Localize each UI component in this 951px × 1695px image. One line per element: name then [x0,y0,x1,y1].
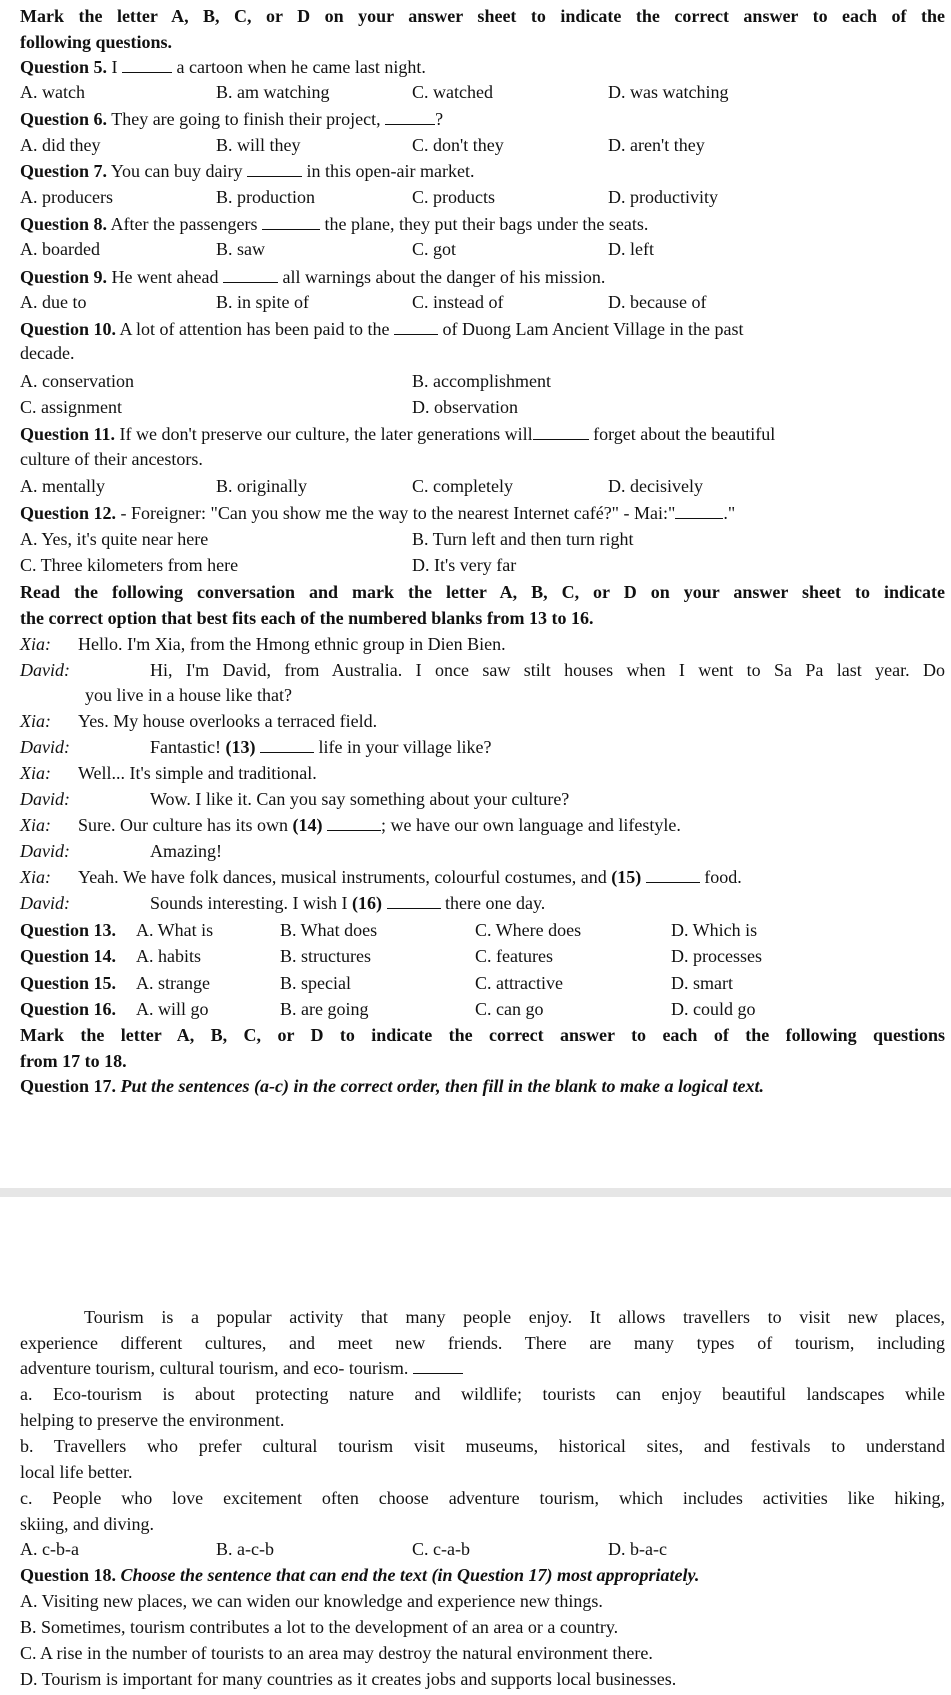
question-9-options [20,291,945,313]
instruction-1-line-2: following questions. [20,32,173,52]
option-d[interactable]: D. productivity [608,187,718,207]
answer-blank[interactable] [247,160,302,177]
option-b[interactable]: B. originally [216,476,307,496]
instruction-3-line-1: Mark the letter A, B, C, or D to indicate the correct answer to each of the following questions [20,1025,945,1045]
answer-blank[interactable] [394,318,438,335]
answer-blank[interactable] [385,108,435,125]
question-10-options-row-2 [20,396,945,418]
dialogue-line: Xia: Sure. Our culture has its own (14) ; we have our own language and lifestyle. [20,815,681,835]
blank-number: (13) [225,737,256,757]
question-12-options-row-1 [20,528,945,550]
question-11-options [20,475,945,497]
question-number: Question 9. [20,267,108,287]
instruction-2-line-2: the correct option that best fits each of the numbered blanks from 13 to 16. [20,608,594,628]
passage-line: experience different cultures, and meet new friends. There are many types of tourism, including [20,1333,945,1353]
question-9-stem: Question 9. He went ahead all warnings about the danger of his mission. [20,267,606,287]
question-5-stem: Question 5. I a cartoon when he came last night. [20,57,426,77]
question-8-stem: Question 8. After the passengers the plane, they put their bags under the seats. [20,214,649,234]
question-number: Question 7. [20,161,108,181]
option-a[interactable]: A. boarded [20,239,100,259]
option-d[interactable]: D. smart [671,973,733,993]
speaker-label: David: [20,737,70,757]
question-10-stem: Question 10. A lot of attention has been paid to the of Duong Lam Ancient Village in the past [20,319,744,339]
option-b[interactable]: B. a-c-b [216,1539,274,1559]
answer-blank[interactable] [675,502,723,519]
speaker-label: Xia: [20,763,51,783]
option-d[interactable]: D. It's very far [412,555,517,575]
option-c[interactable]: C. completely [412,476,513,496]
passage-line: Tourism is a popular activity that many people enjoy. It allows travellers to visit new places, [84,1307,945,1327]
question-number: Question 8. [20,214,108,234]
option-b[interactable]: B. Turn left and then turn right [412,529,634,549]
option-b[interactable]: B. Sometimes, tourism contributes a lot to the development of an area or a country. [20,1617,619,1637]
question-15-row [20,972,945,994]
option-a[interactable]: A. will go [136,999,209,1019]
option-b[interactable]: B. are going [280,999,369,1019]
question-number: Question 17. [20,1076,117,1096]
answer-blank[interactable] [223,266,278,283]
speaker-label: David: [20,789,70,809]
option-d[interactable]: D. aren't they [608,135,705,155]
question-16-row [20,998,945,1020]
option-a[interactable]: A. habits [136,946,201,966]
sentence-c-line-2: skiing, and diving. [20,1514,154,1534]
option-a[interactable]: A. conservation [20,371,134,391]
question-number: Question 6. [20,109,108,129]
option-a[interactable]: A. c-b-a [20,1539,79,1559]
option-c[interactable]: C. can go [475,999,544,1019]
dialogue-line: Xia: Yeah. We have folk dances, musical instruments, colourful costumes, and (15) food. [20,867,742,887]
question-7-options [20,186,945,208]
dialogue-line: David: Sounds interesting. I wish I (16) there one day. [20,893,546,913]
option-b[interactable]: B. saw [216,239,265,259]
question-10-options-row-1 [20,370,945,392]
sentence-b-line-2: local life better. [20,1462,133,1482]
option-d[interactable]: D. b-a-c [608,1539,667,1559]
page-break-band [0,1188,951,1197]
speaker-label: David: [20,841,70,861]
question-12-options-row-2 [20,554,945,576]
answer-blank[interactable] [122,56,172,73]
option-d[interactable]: D. could go [671,999,756,1019]
option-c[interactable]: C. got [412,239,457,259]
question-5-options [20,81,945,103]
answer-blank[interactable] [327,814,381,831]
dialogue-line: David: Amazing! [20,841,222,861]
option-a[interactable]: A. due to [20,292,87,312]
option-b[interactable]: B. in spite of [216,292,309,312]
clipped-previous-line [20,0,950,2]
option-d[interactable]: D. left [608,239,654,259]
sentence-c-line-1: c. People who love excitement often choose adventure tourism, which includes activities like hiking, [20,1488,945,1508]
option-c[interactable]: C. attractive [475,973,563,993]
option-d[interactable]: D. Which is [671,920,758,940]
answer-blank[interactable] [646,866,700,883]
option-d[interactable]: D. observation [412,397,518,417]
option-c[interactable]: C. assignment [20,397,122,417]
speaker-label: Xia: [20,867,51,887]
option-b[interactable]: B. am watching [216,82,330,102]
question-number: Question 18. [20,1565,117,1585]
question-6-options [20,134,945,156]
option-c[interactable]: C. don't they [412,135,504,155]
option-d[interactable]: D. processes [671,946,762,966]
dialogue-line: Xia: Hello. I'm Xia, from the Hmong ethnic group in Dien Bien. [20,634,506,654]
speaker-label: Xia: [20,815,51,835]
option-a[interactable]: A. producers [20,187,113,207]
option-a[interactable]: A. watch [20,82,85,102]
answer-blank[interactable] [262,213,320,230]
option-a[interactable]: A. What is [136,920,214,940]
option-a[interactable]: A. mentally [20,476,105,496]
option-b[interactable]: B. accomplishment [412,371,551,391]
option-b[interactable]: B. production [216,187,315,207]
speaker-label: David: [20,660,70,680]
question-number: Question 16. [20,999,117,1019]
option-d[interactable]: D. decisively [608,476,703,496]
question-number: Question 15. [20,973,117,993]
option-a[interactable]: A. Yes, it's quite near here [20,529,209,549]
speaker-label: David: [20,893,70,913]
option-d[interactable]: D. Tourism is important for many countries as it creates jobs and supports local businesses. [20,1669,677,1689]
option-b[interactable]: B. structures [280,946,371,966]
option-d[interactable]: D. because of [608,292,707,312]
answer-blank[interactable] [387,892,441,909]
sentence-b-line-1: b. Travellers who prefer cultural tourism visit museums, historical sites, and festivals to understand [20,1436,945,1456]
option-c[interactable]: C. A rise in the number of tourists to an area may destroy the natural environment there. [20,1643,653,1663]
question-10-stem-cont: decade. [20,343,75,363]
dialogue-line: David: Fantastic! (13) life in your village like? [20,737,492,757]
dialogue-line: Xia: Well... It's simple and traditional. [20,763,317,783]
question-number: Question 14. [20,946,117,966]
option-a[interactable]: A. strange [136,973,210,993]
option-c[interactable]: C. watched [412,82,493,102]
answer-blank[interactable] [260,736,314,753]
question-17-options [20,1538,945,1560]
question-17-prompt: Question 17. Put the sentences (a-c) in the correct order, then fill in the blank to make a logical text. [20,1076,764,1096]
instruction-3-line-2: from 17 to 18. [20,1051,127,1071]
speaker-label: Xia: [20,634,51,654]
option-c[interactable]: C. c-a-b [412,1539,470,1559]
dialogue-line: David: Hi, I'm David, from Australia. I once saw stilt houses when I went to Sa Pa last year. Do [20,660,945,680]
option-c[interactable]: C. Three kilometers from here [20,555,239,575]
option-b[interactable]: B. will they [216,135,301,155]
dialogue-line: Xia: Yes. My house overlooks a terraced field. [20,711,378,731]
answer-blank[interactable] [413,1357,463,1374]
blank-number: (14) [292,815,323,835]
option-c[interactable]: C. products [412,187,495,207]
question-number: Question 11. [20,424,116,444]
blank-number: (16) [352,893,382,913]
option-b[interactable]: B. What does [280,920,378,940]
question-18-prompt: Question 18. Choose the sentence that can end the text (in Question 17) most appropriately. [20,1565,700,1585]
question-14-row [20,945,945,967]
question-number: Question 5. [20,57,108,77]
option-a[interactable]: A. Visiting new places, we can widen our knowledge and experience new things. [20,1591,603,1611]
option-c[interactable]: C. instead of [412,292,504,312]
sentence-a-line-1: a. Eco-tourism is about protecting nature and wildlife; tourists can enjoy beautiful landscapes while [20,1384,945,1404]
question-7-stem: Question 7. You can buy dairy in this open-air market. [20,161,475,181]
question-number: Question 13. [20,920,117,940]
blank-number: (15) [611,867,642,887]
question-number: Question 10. [20,319,117,339]
dialogue-line-cont: you live in a house like that? [85,685,292,705]
answer-blank[interactable] [533,423,589,440]
option-c[interactable]: C. Where does [475,920,582,940]
speaker-label: Xia: [20,711,51,731]
question-number: Question 12. [20,503,117,523]
question-8-options [20,238,945,260]
question-13-row [20,919,945,941]
question-12-stem: Question 12. - Foreigner: "Can you show me the way to the nearest Internet café?" - Mai:" ." [20,503,736,523]
option-b[interactable]: B. special [280,973,351,993]
instruction-2-line-1: Read the following conversation and mark the letter A, B, C, or D on your answer sheet to indicate [20,582,945,602]
option-d[interactable]: D. was watching [608,82,729,102]
sentence-a-line-2: helping to preserve the environment. [20,1410,285,1430]
dialogue-line: David: Wow. I like it. Can you say something about your culture? [20,789,570,809]
passage-line: adventure tourism, cultural tourism, and eco- tourism. [20,1357,945,1379]
instruction-1-line-1: Mark the letter A, B, C, or D on your answer sheet to indicate the correct answer to each of the [20,6,945,26]
option-a[interactable]: A. did they [20,135,101,155]
question-11-stem-cont: culture of their ancestors. [20,449,203,469]
option-c[interactable]: C. features [475,946,553,966]
question-6-stem: Question 6. They are going to finish their project, ? [20,109,444,129]
question-11-stem: Question 11. If we don't preserve our culture, the later generations will forget about the beautiful [20,424,776,444]
